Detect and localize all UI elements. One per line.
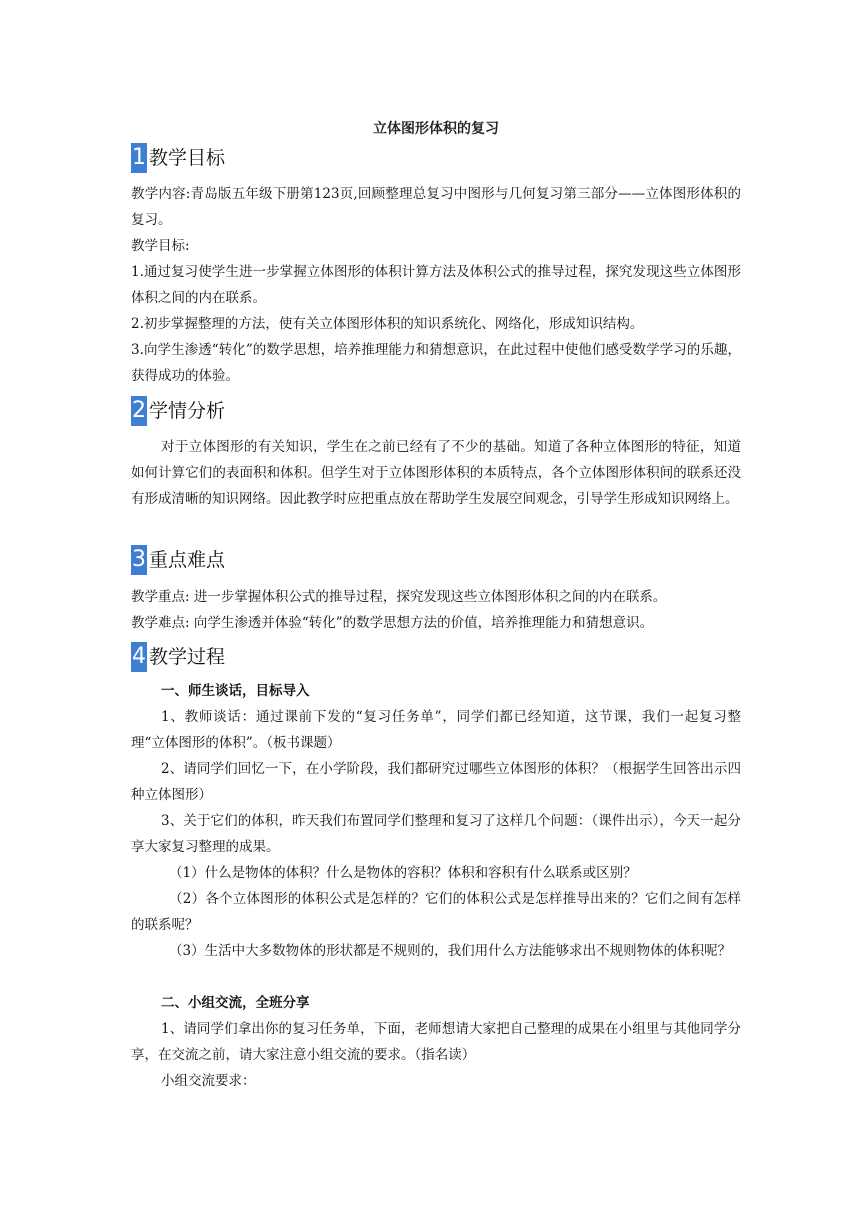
section-title: 教学过程 bbox=[149, 646, 226, 668]
section-title: 教学目标 bbox=[149, 147, 226, 169]
process-para-3: 3、关于它们的体积，昨天我们布置同学们整理和复习了这样几个问题：（课件出示），今天一起分享大家复习整理的成果。 bbox=[131, 813, 741, 855]
section-title: 重点难点 bbox=[149, 549, 226, 571]
section-heading-key-points bbox=[131, 545, 225, 575]
goal-1: 1.通过复习使学生进一步掌握立体图形的体积计算方法及体积公式的推导过程，探究发现这些立体图形体积之间的内在联系。 bbox=[131, 264, 741, 306]
process-para-4: 1、请同学们拿出你的复习任务单，下面，老师想请大家把自己整理的成果在小组里与其他同学分享，在交流之前，请大家注意小组交流的要求。（指名读） bbox=[131, 1021, 741, 1063]
section-heading-objectives bbox=[131, 143, 225, 173]
goal-3: 3.向学生渗透“转化”的数学思想，培养推理能力和猜想意识，在此过程中使他们感受数学学习的乐趣，获得成功的体验。 bbox=[131, 342, 741, 384]
question-2: （2）各个立体图形的体积公式是怎样的？它们的体积公式是怎样推导出来的？它们之间有怎样的联系呢？ bbox=[131, 891, 741, 933]
key-point: 教学重点: 进一步掌握体积公式的推导过程，探究发现这些立体图形体积之间的内在联系。 bbox=[131, 589, 667, 605]
difficult-point: 教学难点: 向学生渗透并体验“转化”的数学思想方法的价值，培养推理能力和猜想意识。 bbox=[131, 615, 654, 631]
goal-2: 2.初步掌握整理的方法，使有关立体图形体积的知识系统化、网络化，形成知识结构。 bbox=[131, 316, 644, 332]
process-heading-1: 一、师生谈话，目标导入 bbox=[161, 683, 310, 699]
document-title: 立体图形体积的复习 bbox=[373, 121, 499, 137]
section-number: 3 bbox=[131, 545, 147, 575]
section-number: 1 bbox=[131, 143, 147, 173]
analysis-text: 对于立体图形的有关知识，学生在之前已经有了不少的基础。知道了各种立体图形的特征，知道如何计算它们的表面积和体积。但学生对于立体图形体积的本质特点，各个立体图形体积间的联系还没有形成清晰的知识网络。因此教学时应把重点放在帮助学生发展空间观念，引导学生形成知识网络上。 bbox=[131, 439, 741, 507]
goals-label: 教学目标: bbox=[131, 238, 190, 254]
section-number: 4 bbox=[131, 642, 147, 672]
process-para-2: 2、请同学们回忆一下，在小学阶段，我们都研究过哪些立体图形的体积？（根据学生回答出示四种立体图形） bbox=[131, 761, 741, 803]
process-para-1: 1、教师谈话：通过课前下发的“复习任务单”，同学们都已经知道，这节课，我们一起复习整理“立体图形的体积”。（板书课题） bbox=[131, 709, 741, 751]
section-heading-analysis bbox=[131, 396, 225, 426]
process-heading-2: 二、小组交流，全班分享 bbox=[161, 995, 310, 1011]
question-1: （1）什么是物体的体积？什么是物体的容积？体积和容积有什么联系或区别？ bbox=[169, 865, 637, 881]
section-heading-process bbox=[131, 642, 225, 672]
process-para-5: 小组交流要求： bbox=[161, 1073, 256, 1089]
question-3: （3）生活中大多数物体的形状都是不规则的，我们用什么方法能够求出不规则物体的体积呢？ bbox=[169, 943, 732, 959]
section-number: 2 bbox=[131, 396, 147, 426]
teaching-content: 教学内容:青岛版五年级下册第123页,回顾整理总复习中图形与几何复习第三部分——立体图形体积的复习。 bbox=[131, 186, 741, 228]
section-title: 学情分析 bbox=[149, 400, 226, 422]
